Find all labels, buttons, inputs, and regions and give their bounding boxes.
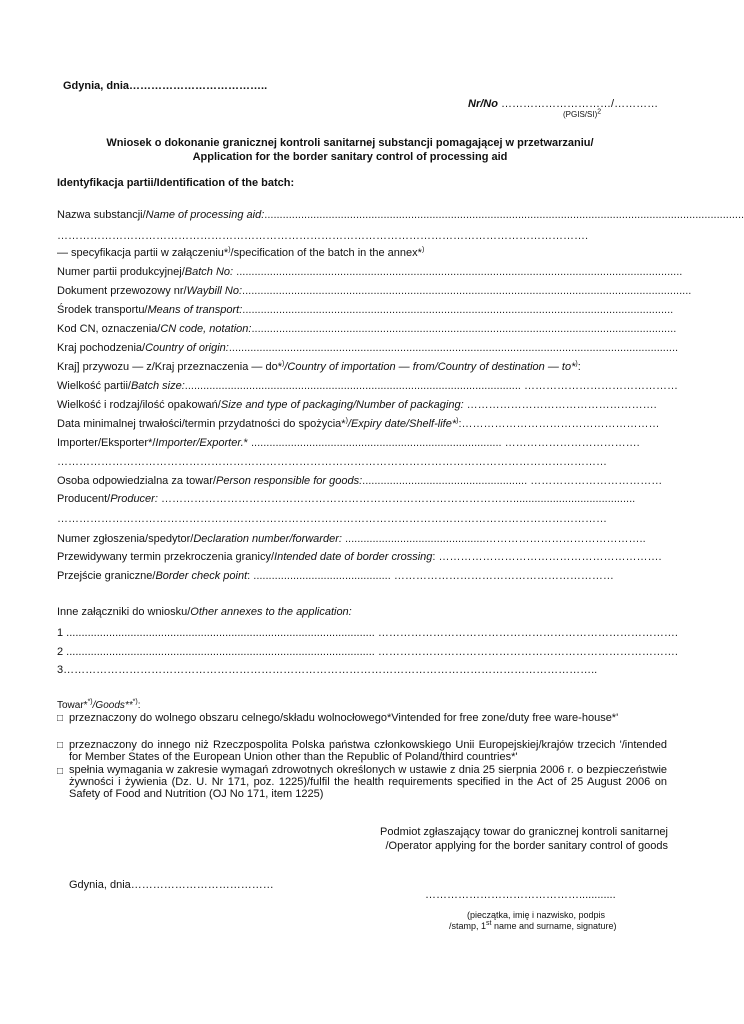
field-fill: .............................................................................................................. …………………………………… [184, 380, 679, 392]
field-processing-aid[interactable] [57, 208, 744, 222]
field-country-import-destination[interactable] [57, 360, 669, 374]
goods-label-sup: *) [87, 698, 93, 706]
annexes-title-pl: Inne załączniki do wniosku/ [57, 606, 191, 618]
goods-label-en: /Goods** [92, 700, 133, 711]
field-batch-specification [57, 246, 669, 260]
goods-label-pl: Towar* [57, 700, 88, 711]
field-label-pl: Numer partii produkcyjnej/ [57, 266, 185, 278]
operator-line-2: /Operator applying for the border sanitary control of goods [385, 840, 668, 852]
goods-label-sup: *) [132, 698, 138, 706]
goods-option-member-states: przeznaczony do innego niż Rzeczpospolita Polska państwa członkowskiego Unii Europejskiej/krajów trzecich '/intended for Member States of the European Union other than the Republic of Poland/third countries*' [69, 739, 667, 763]
field-fill: : ……………………………………………………. [432, 551, 662, 563]
field-declaration-number[interactable] [57, 532, 669, 546]
field-batch-no[interactable] [57, 265, 683, 279]
field-label-en: Waybill No: [186, 285, 243, 297]
goods-label [57, 700, 141, 711]
stamp-caption-sup: st [486, 920, 492, 927]
field-label-pl: Kraj pochodzenia/ [57, 342, 146, 354]
field-label-pl: Osoba odpowiedzialna za towar/ [57, 475, 216, 487]
annexes-title [57, 605, 669, 619]
field-importer-exporter[interactable] [57, 436, 669, 450]
goods-option-health-requirements: spełnia wymagania w zakresie wymagań zdrowotnych określonych w ustawie z dnia 25 sierpnia 2006 r. o bezpieczeństwie żywności i żywienia (Dz. U. Nr 171, poz. 1225)/fulfil the health requirements specified in the Act of 25 August 2006 on Safety of Food and Nutrition (OJ No 171, item 1225) [69, 764, 667, 800]
stamp-caption-pl: (pieczątka, imię i nazwisko, podpis [467, 910, 606, 920]
field-border-crossing-date[interactable] [57, 550, 669, 564]
field-label-pl: Przejście graniczne/ [57, 570, 156, 582]
field-label-pl: Importer/Eksporter*/ [57, 437, 156, 449]
field-label-en: CN code, notation: [160, 323, 252, 335]
form-title-line-2: Application for the border sanitary control of processing aid [192, 151, 508, 163]
field-label-pl: Nazwa substancji/ [57, 209, 146, 221]
field-label-pl: — specyfikacja partii w załączeniu* [57, 247, 229, 259]
field-fill: ..............................................…………………………………….. [341, 533, 646, 545]
pgis-text: (PGIS/SI) [563, 110, 598, 119]
field-label-en: Producer: [110, 493, 158, 505]
field-label-pl: Dokument przewozowy nr/ [57, 285, 187, 297]
checkbox-member-states[interactable]: □ [57, 740, 64, 751]
field-label-en: Intended date of border crossing [274, 551, 433, 563]
field-sup: ) [345, 417, 348, 425]
field-country-origin[interactable] [57, 341, 679, 355]
stamp-caption-en [449, 921, 617, 931]
place-date-footer[interactable]: Gdynia, dnia………………………………… [69, 879, 274, 891]
field-producer-continued[interactable] [57, 512, 669, 526]
section-title: Identyfikacja partii/Identification of the batch: [57, 177, 295, 189]
annex-item-3[interactable]: 3……………………………………………………………………………………………………………………………….. [57, 664, 598, 676]
place-date-header: Gdynia, dnia……………………………….. [63, 80, 268, 92]
goods-label-end: : [137, 700, 141, 711]
pgis-label [563, 110, 601, 119]
field-label-pl: Producent/ [57, 493, 111, 505]
field-batch-size[interactable] [57, 379, 679, 393]
field-fill: ……………………………………………………………………………………........................................ [157, 493, 636, 505]
field-sup: ) [281, 360, 285, 368]
field-label-en: Importer/Exporter. [155, 437, 244, 449]
annex-item-1[interactable]: 1 ..................................................................................................... ………………………………………………………………………. [57, 627, 678, 639]
field-label-pl: Kod CN, oznaczenia/ [57, 323, 161, 335]
field-cn-code[interactable] [57, 322, 677, 336]
operator-line-1: Podmiot zgłaszający towar do granicznej kontroli sanitarnej [380, 826, 668, 838]
field-fill: * .................................................................................. ………………………………. [243, 437, 640, 449]
field-sup: ) [575, 360, 578, 368]
field-fill: .................................................................................................................................................. [233, 266, 683, 278]
field-label-en: Batch size: [130, 380, 185, 392]
field-fill: ............................................................................................................................................. [242, 304, 674, 316]
field-label-en: Border check point [155, 570, 248, 582]
field-fill: :……………………………………………… [458, 418, 660, 430]
form-title-line-1: Wniosek o dokonanie granicznej kontroli sanitarnej substancji pomagającej w przetwarzaniu/ [106, 137, 594, 149]
field-fill: ………………………………………………………………………………………………………………………………. [57, 230, 589, 242]
field-fill: …………………………………………………………………………………………………………………………………… [57, 456, 607, 468]
signature-line[interactable]: ……………………………………............ [425, 889, 616, 901]
checkbox-health-requirements[interactable]: □ [57, 766, 64, 777]
field-fill: ................................................................................................................................................... [228, 342, 679, 354]
goods-option-free-zone: przeznaczony do wolnego obszaru celnego/składu wolnocłowego*Vintended for free zone/duty free ware-house*' [69, 712, 619, 724]
field-label-en: Name of processing aid: [145, 209, 265, 221]
field-fill: …………………………………………………………………………………………………………………………………… [57, 513, 607, 525]
document-number [468, 98, 658, 110]
checkbox-free-zone[interactable]: □ [57, 713, 64, 724]
field-transport[interactable] [57, 303, 674, 317]
pgis-sup: 2 [597, 108, 602, 116]
field-label-en: Declaration number/forwarder: [193, 533, 342, 545]
field-waybill[interactable] [57, 284, 692, 298]
stamp-caption-en-b: name and surname, signature) [491, 921, 617, 931]
field-fill: : [577, 361, 581, 373]
field-label-en: Means of transport: [147, 304, 243, 316]
field-producer[interactable] [57, 492, 669, 506]
stamp-caption-en-a: /stamp, 1 [449, 921, 487, 931]
field-sup: ) [456, 417, 459, 425]
field-responsible-person[interactable] [57, 474, 669, 488]
field-label-en: Person responsible for goods: [215, 475, 363, 487]
annex-item-2[interactable]: 2 ..................................................................................................... ………………………………………………………………………. [57, 646, 678, 658]
field-label-pl: Wielkość i rodzaj/ilość opakowań/ [57, 399, 221, 411]
nr-label: Nr/No [468, 98, 498, 110]
field-sup: ) [228, 246, 231, 254]
annexes-title-en: Other annexes to the application: [190, 606, 352, 618]
field-label-pl: Przewidywany termin przekroczenia granicy/ [57, 551, 275, 563]
field-expiry-date[interactable] [57, 417, 669, 431]
field-label-en: Batch No: [184, 266, 234, 278]
field-fill: : ............................................. …………………………………………………… [247, 570, 614, 582]
nr-value: …………………………/………… [497, 98, 659, 110]
field-label-en: /specification of the batch in the annex* [230, 247, 422, 259]
field-packaging[interactable] [57, 398, 669, 412]
field-fill: ...................................................... ……………………………… [362, 475, 663, 487]
field-sup: ) [421, 246, 425, 254]
field-label-pl: Wielkość partii/ [57, 380, 131, 392]
field-label-pl: Numer zgłoszenia/spedytor/ [57, 533, 194, 545]
field-label-pl: Kraj] przywozu — z/Kraj przeznaczenia — do* [57, 361, 282, 373]
field-border-check-point[interactable] [57, 569, 669, 583]
field-processing-aid-continued[interactable] [57, 229, 669, 243]
field-label-en: /Expiry date/Shelf-life* [347, 418, 457, 430]
field-label-pl: Środek transportu/ [57, 304, 148, 316]
field-importer-exporter-continued[interactable] [57, 455, 669, 469]
field-label-en: Country of origin: [145, 342, 229, 354]
field-fill: ............................................................................................................................................................. [264, 209, 744, 221]
field-fill: ……………………………………………. [463, 399, 657, 411]
field-fill: ................................................................................................................................................... [242, 285, 692, 297]
field-label-en: /Country of importation — from/Country of destination — to* [284, 361, 576, 373]
field-label-pl: Data minimalnej trwałości/termin przydatności do spożycia* [57, 418, 346, 430]
field-fill: ........................................................................................................................................... [251, 323, 677, 335]
field-label-en: Size and type of packaging/Number of packaging: [220, 399, 464, 411]
